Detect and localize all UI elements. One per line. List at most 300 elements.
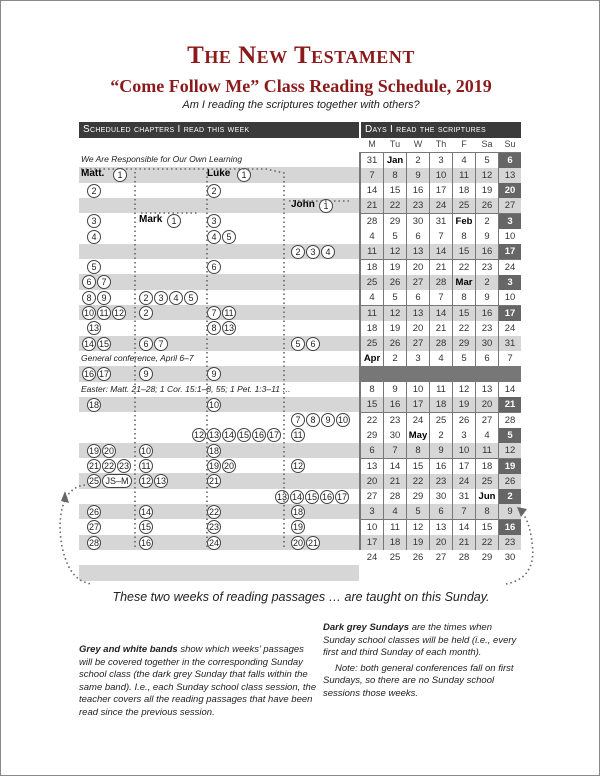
chapter-number: 12: [140, 476, 151, 487]
calendar-day: 14: [499, 382, 521, 397]
calendar-day: 28: [384, 489, 406, 504]
calendar-day: 5: [453, 351, 475, 366]
chapter-number: 9: [139, 367, 153, 381]
chapter-number: 27: [88, 522, 99, 533]
chapter-number: 1: [167, 214, 181, 228]
calendar-day: 30: [476, 336, 498, 351]
schedule-note: We Are Responsible for Our Own Learning: [81, 154, 243, 164]
calendar-day: 3: [361, 504, 383, 519]
calendar-day: 26: [384, 275, 406, 290]
chapter-number: 14: [291, 491, 302, 502]
weekday-label: Th: [435, 139, 447, 149]
calendar-day: 9: [384, 382, 406, 397]
chapter-number: 2: [291, 245, 305, 259]
chapter-number: 24: [208, 537, 219, 548]
calendar-day: 13: [407, 244, 429, 259]
calendar-day: 30: [430, 489, 452, 504]
calendar-day: 2: [476, 214, 498, 229]
calendar-day: 16: [407, 183, 429, 198]
calendar-day: 25: [361, 336, 383, 351]
calendar-day: 23: [407, 198, 429, 213]
weekday-label: F: [461, 139, 467, 149]
calendar-day: 4: [361, 290, 383, 305]
band-row: [79, 290, 359, 306]
calendar-day: 4: [476, 428, 498, 443]
chapter-number: 4: [321, 245, 335, 259]
calendar-day: 6: [361, 443, 383, 458]
chapter-number: 19: [292, 522, 303, 533]
chapter-number: 16: [83, 369, 94, 380]
chapter-number: 22: [103, 461, 114, 471]
calendar-day: 18: [384, 535, 406, 550]
calendar-day: 7: [430, 290, 452, 305]
chapter-number: 6: [207, 260, 221, 274]
calendar-day: 2: [407, 153, 429, 168]
calendar-day: 6: [407, 290, 429, 305]
chapter-number: 13: [276, 491, 287, 502]
page-title: The New Testament: [187, 42, 415, 69]
calendar-day: 17: [453, 459, 475, 474]
calendar-day: 25: [453, 198, 475, 213]
weekday-label: W: [413, 139, 423, 149]
calendar-day: 30: [384, 428, 406, 443]
chapter-number: 17: [268, 430, 279, 441]
calendar-day: 26: [499, 474, 521, 489]
calendar-day: 20: [430, 535, 452, 550]
chapter-number: 1: [113, 168, 127, 182]
chapter-number: 18: [292, 506, 303, 517]
calendar-day: 28: [430, 336, 452, 351]
chapter-number: 10: [208, 399, 219, 410]
chapter-number: 15: [238, 430, 249, 441]
calendar-day: Mar: [453, 275, 475, 290]
calendar-day: 7: [361, 168, 383, 183]
chapter-number: 5: [87, 260, 101, 274]
chapter-number: 22: [208, 506, 219, 517]
calendar-day: 17: [407, 397, 429, 412]
chapter-number: 20: [103, 445, 114, 456]
chapter-number: 4: [207, 230, 221, 244]
chapter-number: 8: [306, 413, 320, 427]
calendar-day: 6: [430, 504, 452, 519]
calendar-day: 30: [499, 550, 521, 565]
calendar-day: 12: [476, 168, 498, 183]
calendar-day: 17: [499, 306, 521, 321]
chapter-number: 5: [184, 291, 198, 305]
calendar-day: 24: [453, 474, 475, 489]
calendar-day: 31: [453, 489, 475, 504]
calendar-day: 12: [453, 382, 475, 397]
calendar-day: 23: [499, 535, 521, 550]
chapter-number: 18: [208, 445, 219, 456]
chapter-number: 10: [140, 445, 151, 456]
chapter-number: 12: [292, 461, 303, 471]
calendar-day: 12: [499, 443, 521, 458]
calendar-day: 28: [430, 275, 452, 290]
calendar-day: 8: [453, 290, 475, 305]
chapter-number: 2: [207, 184, 221, 198]
chapter-number: 7: [207, 306, 221, 320]
calendar-day: 16: [476, 306, 498, 321]
weekday-label: Su: [504, 139, 516, 149]
calendar-day: 29: [476, 550, 498, 565]
calendar-day: 13: [407, 306, 429, 321]
calendar-day: 16: [499, 520, 521, 535]
days-header: Days I read the scriptures: [361, 122, 521, 138]
calendar-day: 18: [430, 397, 452, 412]
calendar-day: 18: [476, 459, 498, 474]
calendar-day: 8: [407, 443, 429, 458]
chapter-number: 2: [87, 184, 101, 198]
chapter-number: 6: [139, 337, 153, 351]
chapter-number: 9: [207, 367, 221, 381]
calendar-day: 17: [499, 244, 521, 259]
reading-schedule-table: [79, 122, 521, 564]
band-row: [79, 274, 359, 290]
calendar-day: 22: [384, 198, 406, 213]
chapter-number: 7: [291, 413, 305, 427]
band-row: [79, 198, 359, 214]
calendar-day: 17: [361, 535, 383, 550]
calendar-day: 25: [430, 413, 452, 428]
sundays-explanation-note: Note: both general conferences fall on first Sundays, so there are no Sunday school sessions those weeks.: [323, 662, 514, 699]
calendar-day: 30: [407, 214, 429, 229]
calendar-day: 24: [499, 260, 521, 275]
calendar-day: 2: [430, 428, 452, 443]
chapter-number: 16: [253, 430, 264, 441]
calendar-day: 15: [407, 459, 429, 474]
chapter-number: 11: [97, 306, 111, 320]
chapter-number: 20: [292, 537, 303, 548]
calendar-day: 27: [476, 413, 498, 428]
calendar-day: 14: [453, 520, 475, 535]
chapter-number: 20: [223, 461, 234, 471]
calendar-day: 20: [407, 260, 429, 275]
chapter-number: 5: [291, 337, 305, 351]
chapter-number: 13: [208, 430, 219, 441]
calendar-day: 27: [407, 275, 429, 290]
chapter-number: 2: [139, 306, 153, 320]
sundays-explanation-text: are the times when Sunday school classes will be held (i.e., every first and third Sunday of each month).: [323, 622, 517, 658]
chapter-number: 13: [88, 323, 99, 334]
calendar-day: 16: [384, 397, 406, 412]
chapter-number: 18: [88, 399, 99, 410]
calendar-day: 26: [384, 336, 406, 351]
calendar-day: 7: [453, 504, 475, 519]
calendar-day: 2: [476, 275, 498, 290]
chapter-number: 15: [140, 522, 151, 533]
calendar-day: 23: [476, 260, 498, 275]
chapter-number: 1: [319, 199, 333, 213]
calendar-day: 11: [361, 244, 383, 259]
calendar-day: 31: [499, 336, 521, 351]
calendar-day: 24: [407, 413, 429, 428]
chapter-number: 21: [88, 461, 99, 471]
calendar-day: Feb: [453, 214, 475, 229]
calendar-day: May: [408, 429, 428, 441]
calendar-day: 27: [499, 198, 521, 213]
calendar-day: 11: [453, 168, 475, 183]
chapter-number: 3: [207, 214, 221, 228]
calendar-day: 21: [384, 474, 406, 489]
calendar-day: 2: [499, 489, 521, 504]
calendar-day: 6: [476, 351, 498, 366]
calendar-day: 28: [361, 214, 383, 229]
calendar-day: 19: [476, 183, 498, 198]
chapter-number: 23: [208, 522, 219, 533]
book-label-mark: Mark: [139, 214, 163, 226]
chapter-number: 19: [88, 445, 99, 456]
book-label-luke: Luke: [207, 168, 231, 180]
chapter-number: 16: [321, 491, 332, 502]
schedule-note: Easter: Matt. 21–28; 1 Cor. 15:1–8, 55; 1 Pet. 1:3–11 …: [81, 383, 291, 394]
calendar-day: 10: [499, 229, 521, 244]
chapter-number: JS–M: [102, 474, 132, 488]
calendar-day: 16: [430, 459, 452, 474]
calendar-day: 15: [361, 397, 383, 412]
chapter-number: 3: [87, 214, 101, 228]
chapter-number: 5: [222, 230, 236, 244]
chapter-number: 3: [154, 291, 168, 305]
chapter-number: 6: [306, 337, 320, 351]
calendar-day: 20: [499, 183, 521, 198]
calendar-day: 7: [384, 443, 406, 458]
calendar-day: 10: [407, 382, 429, 397]
calendar-day: Jan: [384, 153, 406, 168]
calendar-day: 23: [476, 321, 498, 336]
sundays-explanation: [323, 622, 523, 700]
chapters-header: Scheduled chapters I read this week: [79, 122, 359, 138]
chapter-number: 19: [208, 461, 219, 471]
calendar-day: 7: [499, 351, 521, 366]
calendar-day: 26: [476, 198, 498, 213]
calendar-day: 13: [499, 168, 521, 183]
page-subtitle: “Come Follow Me” Class Reading Schedule, 2019: [110, 76, 492, 96]
calendar-day: 26: [453, 413, 475, 428]
chapter-number: 12: [113, 308, 124, 318]
chapter-number: 9: [321, 413, 335, 427]
calendar-day: 5: [476, 153, 498, 168]
calendar-day: 6: [407, 229, 429, 244]
chapter-number: 10: [83, 308, 94, 318]
chapter-number: 25: [88, 476, 99, 487]
calendar-day: 22: [453, 260, 475, 275]
calendar-day: 11: [476, 443, 498, 458]
calendar-day: 10: [361, 520, 383, 535]
chapter-number: 3: [306, 245, 320, 259]
chapter-number: 2: [139, 291, 153, 305]
calendar-day: 13: [476, 382, 498, 397]
calendar-day: 3: [430, 153, 452, 168]
calendar-day: 3: [499, 214, 521, 229]
chapter-number: 10: [337, 415, 348, 426]
calendar-day: 21: [430, 260, 452, 275]
chapter-number: 11: [139, 459, 153, 473]
calendar-day: 12: [384, 244, 406, 259]
calendar-day: 8: [453, 229, 475, 244]
calendar-day: 21: [430, 321, 452, 336]
bands-explanation: [79, 644, 319, 719]
band-row: [79, 550, 359, 566]
calendar-day: 16: [476, 244, 498, 259]
chapter-number: 15: [98, 338, 109, 349]
calendar-day: 20: [476, 397, 498, 412]
calendar-day: 4: [430, 351, 452, 366]
chapter-number: 26: [88, 506, 99, 517]
calendar-day: 2: [384, 351, 406, 366]
calendar-day: 21: [453, 535, 475, 550]
calendar-day: 19: [407, 535, 429, 550]
calendar-day: 29: [453, 336, 475, 351]
calendar-day: 4: [453, 153, 475, 168]
bands-explanation-text: show which weeks’ passages will be covered together in the corresponding Sunday school class (the dark grey Sunday that falls within the same band). I.e., each Sunday school class session, the teacher covers all the reading passages that have been read since the previous session.: [79, 644, 317, 718]
chapter-number: 15: [306, 491, 317, 502]
chapter-number: 14: [83, 338, 94, 349]
bands-explanation-bold: Grey and white bands: [79, 644, 178, 655]
caption: These two weeks of reading passages … are taught on this Sunday.: [112, 590, 490, 604]
calendar-day: 8: [361, 382, 383, 397]
calendar-day: 13: [361, 459, 383, 474]
chapter-number: 7: [97, 275, 111, 289]
calendar-day: 22: [407, 474, 429, 489]
calendar-day: 22: [476, 535, 498, 550]
calendar-day: 27: [361, 489, 383, 504]
calendar-day: 10: [430, 168, 452, 183]
weekday-label: Tu: [389, 139, 401, 149]
calendar-day: 15: [384, 183, 406, 198]
calendar-day: Apr: [361, 351, 383, 366]
calendar-day: 29: [407, 489, 429, 504]
calendar-day: 17: [430, 183, 452, 198]
chapter-number: 8: [82, 291, 96, 305]
calendar-day: 23: [430, 474, 452, 489]
chapter-number: 6: [82, 275, 96, 289]
calendar-day: 10: [453, 443, 475, 458]
calendar-day: 8: [476, 504, 498, 519]
calendar-day: 20: [361, 474, 383, 489]
calendar-day: 5: [384, 290, 406, 305]
calendar-day: 8: [384, 168, 406, 183]
calendar-day: 4: [384, 504, 406, 519]
calendar-day: 5: [499, 428, 521, 443]
calendar-day: 25: [384, 550, 406, 565]
calendar-day: 12: [407, 520, 429, 535]
calendar-day: 28: [453, 550, 475, 565]
chapter-number: 13: [223, 323, 234, 334]
calendar-day: 11: [430, 382, 452, 397]
calendar-day: 14: [430, 244, 452, 259]
calendar-day: 12: [384, 306, 406, 321]
chapter-number: 9: [97, 291, 111, 305]
calendar-day: 21: [499, 397, 521, 412]
schedule-note: General conference, April 6–7: [81, 352, 194, 363]
calendar-day: 14: [361, 183, 383, 198]
calendar-day: 5: [407, 504, 429, 519]
chapter-number: 17: [336, 491, 347, 502]
chapter-number: 28: [88, 537, 99, 548]
weekday-label: M: [368, 139, 376, 149]
calendar-day: 31: [361, 153, 383, 168]
calendar-day: 3: [453, 428, 475, 443]
chapter-number: 12: [193, 430, 204, 441]
chapter-number: 14: [140, 506, 151, 517]
calendar-day: 6: [499, 153, 521, 168]
chapter-number: 8: [207, 321, 221, 335]
calendar-day: 9: [476, 229, 498, 244]
book-label-john: John: [291, 198, 315, 210]
chapter-number: 21: [208, 476, 219, 487]
calendar-day: 4: [361, 229, 383, 244]
calendar-day: 29: [361, 428, 383, 443]
calendar-day: 24: [499, 321, 521, 336]
chapter-number: 4: [87, 230, 101, 244]
calendar-day: 3: [407, 351, 429, 366]
tagline: Am I reading the scriptures together with others?: [182, 99, 420, 111]
calendar-day: 15: [476, 520, 498, 535]
calendar-day: 18: [453, 183, 475, 198]
chapter-number: 4: [169, 291, 183, 305]
calendar-day: 18: [361, 260, 383, 275]
chapter-number: 17: [98, 369, 109, 380]
calendar-day: 15: [453, 306, 475, 321]
calendar-day: 3: [499, 275, 521, 290]
calendar-day: 18: [361, 321, 383, 336]
calendar-day: 22: [361, 413, 383, 428]
calendar-day: Jun: [476, 489, 498, 504]
calendar-day: 25: [361, 275, 383, 290]
calendar-day: 24: [361, 550, 383, 565]
calendar-day: 10: [499, 290, 521, 305]
band-row: [79, 565, 359, 581]
calendar-day: 25: [476, 474, 498, 489]
calendar-day: 11: [361, 306, 383, 321]
calendar-day: 26: [407, 550, 429, 565]
weekday-label: Sa: [481, 139, 493, 149]
chapter-number: 13: [155, 476, 166, 487]
chapter-number: 23: [118, 461, 129, 471]
calendar-day: 19: [499, 459, 521, 474]
chapter-number: 21: [307, 537, 318, 548]
calendar-day: 21: [361, 198, 383, 213]
calendar-day: 19: [453, 397, 475, 412]
sundays-explanation-bold: Dark grey Sundays: [323, 622, 410, 633]
calendar-day: 28: [499, 413, 521, 428]
calendar-day: 23: [384, 413, 406, 428]
chapter-number: 11: [291, 428, 305, 442]
chapter-number: 16: [140, 537, 151, 548]
calendar-day: 9: [499, 504, 521, 519]
calendar-day: 27: [430, 550, 452, 565]
calendar-day: 15: [453, 244, 475, 259]
calendar-day: 20: [407, 321, 429, 336]
calendar-day: 29: [384, 214, 406, 229]
calendar-day: 13: [430, 520, 452, 535]
chapter-number: 1: [237, 168, 251, 182]
book-label-matthew: Matt.: [81, 168, 105, 180]
calendar-day: 22: [453, 321, 475, 336]
calendar-day: 31: [430, 214, 452, 229]
calendar-day: 24: [430, 198, 452, 213]
calendar-day: 11: [384, 520, 406, 535]
chapter-number: 11: [222, 306, 236, 320]
calendar-day: 27: [407, 336, 429, 351]
calendar-day: 14: [384, 459, 406, 474]
calendar-day: 7: [430, 229, 452, 244]
calendar-day: 19: [384, 260, 406, 275]
calendar-day: 5: [384, 229, 406, 244]
calendar-day: 9: [407, 168, 429, 183]
chapter-number: 14: [223, 430, 234, 441]
